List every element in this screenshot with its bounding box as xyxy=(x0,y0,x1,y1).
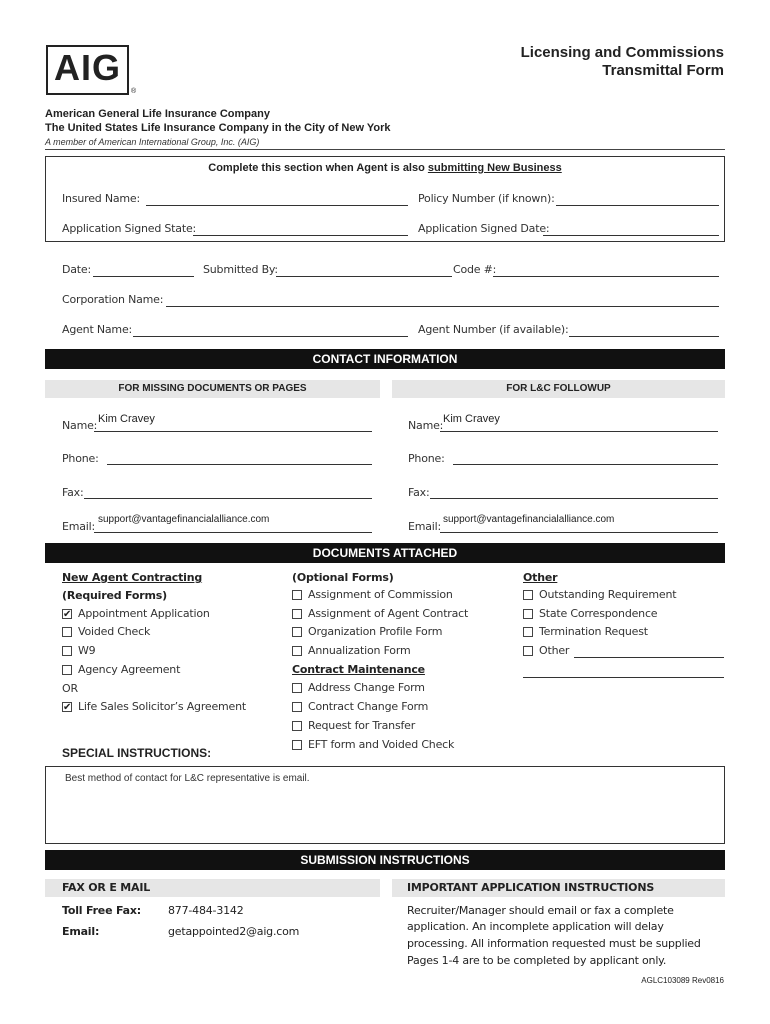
company-name-2: The United States Life Insurance Company in the City of New York xyxy=(45,122,391,134)
annualization-form-label: Annualization Form xyxy=(308,644,411,657)
appointment-application-label: Appointment Application xyxy=(78,607,210,620)
instruction-line-4: Pages 1-4 are to be completed by applicant only. xyxy=(407,954,667,967)
form-title-line1: Licensing and Commissions xyxy=(520,44,724,61)
right-name-field[interactable] xyxy=(440,431,718,432)
app-signed-date-field[interactable] xyxy=(543,235,719,236)
optional-forms-heading: (Optional Forms) xyxy=(292,571,394,584)
left-phone-field[interactable] xyxy=(107,464,372,465)
eft-form-voided-check-label: EFT form and Voided Check xyxy=(308,738,455,751)
other-field[interactable] xyxy=(574,657,724,658)
agent-number-field[interactable] xyxy=(569,336,719,337)
agent-name-field[interactable] xyxy=(133,336,408,337)
app-signed-state-field[interactable] xyxy=(193,235,408,236)
form-title-line2: Transmittal Form xyxy=(602,62,724,79)
appointment-application-checkbox[interactable]: ✔ xyxy=(63,609,72,620)
left-name-label: Name: xyxy=(62,419,98,432)
or-label: OR xyxy=(62,682,78,695)
lc-followup-header: FOR L&C FOLLOWUP xyxy=(392,380,725,398)
instruction-line-1: Recruiter/Manager should email or fax a complete xyxy=(407,904,674,917)
request-for-transfer-label: Request for Transfer xyxy=(308,719,416,732)
termination-request-checkbox[interactable] xyxy=(523,627,533,637)
special-instructions-text: Best method of contact for L&C representative is email. xyxy=(65,773,310,784)
right-fax-label: Fax: xyxy=(408,486,430,499)
policy-number-label: Policy Number (if known): xyxy=(418,192,555,205)
request-for-transfer-checkbox[interactable] xyxy=(292,721,302,731)
submission-email-label: Email: xyxy=(62,925,100,938)
code-field[interactable] xyxy=(493,276,719,277)
right-email-label: Email: xyxy=(408,520,442,533)
voided-check-label: Voided Check xyxy=(78,625,151,638)
required-forms-heading: (Required Forms) xyxy=(62,589,167,602)
fax-or-email-header: FAX OR E MAIL xyxy=(45,879,380,897)
address-change-form-label: Address Change Form xyxy=(308,681,425,694)
right-name-value: Kim Cravey xyxy=(443,413,500,425)
new-agent-contracting-heading: New Agent Contracting xyxy=(62,571,203,584)
app-signed-date-label: Application Signed Date: xyxy=(418,222,550,235)
left-email-field[interactable] xyxy=(94,532,372,533)
submission-instructions-bar: SUBMISSION INSTRUCTIONS xyxy=(45,850,725,870)
eft-form-voided-check-checkbox[interactable] xyxy=(292,740,302,750)
insured-name-label: Insured Name: xyxy=(62,192,141,205)
left-email-value: support@vantagefinancialalliance.com xyxy=(98,514,270,525)
assignment-of-commission-checkbox[interactable] xyxy=(292,590,302,600)
other-label: Other xyxy=(539,644,570,657)
contract-maintenance-heading: Contract Maintenance xyxy=(292,663,425,676)
agency-agreement-label: Agency Agreement xyxy=(78,663,181,676)
corporation-name-label: Corporation Name: xyxy=(62,293,164,306)
right-phone-field[interactable] xyxy=(453,464,718,465)
address-change-form-checkbox[interactable] xyxy=(292,683,302,693)
registered-mark: ® xyxy=(131,88,137,95)
voided-check-checkbox[interactable] xyxy=(62,627,72,637)
member-note: A member of American International Group, Inc. (AIG) xyxy=(45,137,260,147)
contract-change-form-checkbox[interactable] xyxy=(292,702,302,712)
left-name-field[interactable] xyxy=(94,431,372,432)
annualization-form-checkbox[interactable] xyxy=(292,646,302,656)
toll-free-fax-label: Toll Free Fax: xyxy=(62,904,141,917)
company-name-1: American General Life Insurance Company xyxy=(45,108,270,120)
assignment-of-agent-contract-label: Assignment of Agent Contract xyxy=(308,607,469,620)
right-fax-field[interactable] xyxy=(430,498,718,499)
app-signed-state-label: Application Signed State: xyxy=(62,222,197,235)
agency-agreement-checkbox[interactable] xyxy=(62,665,72,675)
policy-number-field[interactable] xyxy=(556,205,719,206)
left-email-label: Email: xyxy=(62,520,96,533)
left-name-value: Kim Cravey xyxy=(98,413,155,425)
submission-email-value[interactable]: getappointed2@aig.com xyxy=(168,925,300,938)
form-code: AGLC103089 Rev0816 xyxy=(641,976,724,985)
assignment-of-agent-contract-checkbox[interactable] xyxy=(292,609,302,619)
life-sales-solicitor-agreement-checkbox[interactable]: ✔ xyxy=(63,702,72,713)
left-fax-field[interactable] xyxy=(84,498,372,499)
missing-docs-header: FOR MISSING DOCUMENTS OR PAGES xyxy=(45,380,380,398)
right-phone-label: Phone: xyxy=(408,452,445,465)
code-label: Code #: xyxy=(453,263,497,276)
agent-number-label: Agent Number (if available): xyxy=(418,323,569,336)
contact-information-bar: CONTACT INFORMATION xyxy=(45,349,725,369)
important-app-instructions-header: IMPORTANT APPLICATION INSTRUCTIONS xyxy=(392,879,725,897)
corporation-name-field[interactable] xyxy=(166,306,719,307)
right-email-value: support@vantagefinancialalliance.com xyxy=(443,514,615,525)
assignment-of-commission-label: Assignment of Commission xyxy=(308,588,453,601)
left-phone-label: Phone: xyxy=(62,452,99,465)
life-sales-solicitor-agreement-label: Life Sales Solicitor’s Agreement xyxy=(78,700,247,713)
state-correspondence-label: State Correspondence xyxy=(539,607,658,620)
other-checkbox[interactable] xyxy=(523,646,533,656)
right-email-field[interactable] xyxy=(440,532,718,533)
agent-name-label: Agent Name: xyxy=(62,323,133,336)
organization-profile-form-label: Organization Profile Form xyxy=(308,625,443,638)
submitted-by-label: Submitted By: xyxy=(203,263,278,276)
header-divider xyxy=(45,149,725,150)
other-heading: Other xyxy=(523,571,558,584)
aig-logo: AIG xyxy=(53,47,121,88)
special-instructions-label: SPECIAL INSTRUCTIONS: xyxy=(62,746,212,760)
submitted-by-field[interactable] xyxy=(276,276,452,277)
w9-label: W9 xyxy=(78,644,96,657)
other-field-line2[interactable] xyxy=(523,677,724,678)
instruction-line-2: application. An incomplete application will delay xyxy=(407,920,664,933)
termination-request-label: Termination Request xyxy=(539,625,648,638)
state-correspondence-checkbox[interactable] xyxy=(523,609,533,619)
date-field[interactable] xyxy=(93,276,194,277)
date-label: Date: xyxy=(62,263,91,276)
insured-name-field[interactable] xyxy=(146,205,408,206)
contract-change-form-label: Contract Change Form xyxy=(308,700,429,713)
left-fax-label: Fax: xyxy=(62,486,84,499)
documents-attached-bar: DOCUMENTS ATTACHED xyxy=(45,543,725,563)
organization-profile-form-checkbox[interactable] xyxy=(292,627,302,637)
right-name-label: Name: xyxy=(408,419,444,432)
outstanding-requirement-label: Outstanding Requirement xyxy=(539,588,677,601)
outstanding-requirement-checkbox[interactable] xyxy=(523,590,533,600)
toll-free-fax-value: 877-484-3142 xyxy=(168,904,244,917)
new-business-title: Complete this section when Agent is also submitting New Business xyxy=(208,162,562,174)
instruction-line-3: processing. All information requested must be supplied xyxy=(407,937,701,950)
w9-checkbox[interactable] xyxy=(62,646,72,656)
